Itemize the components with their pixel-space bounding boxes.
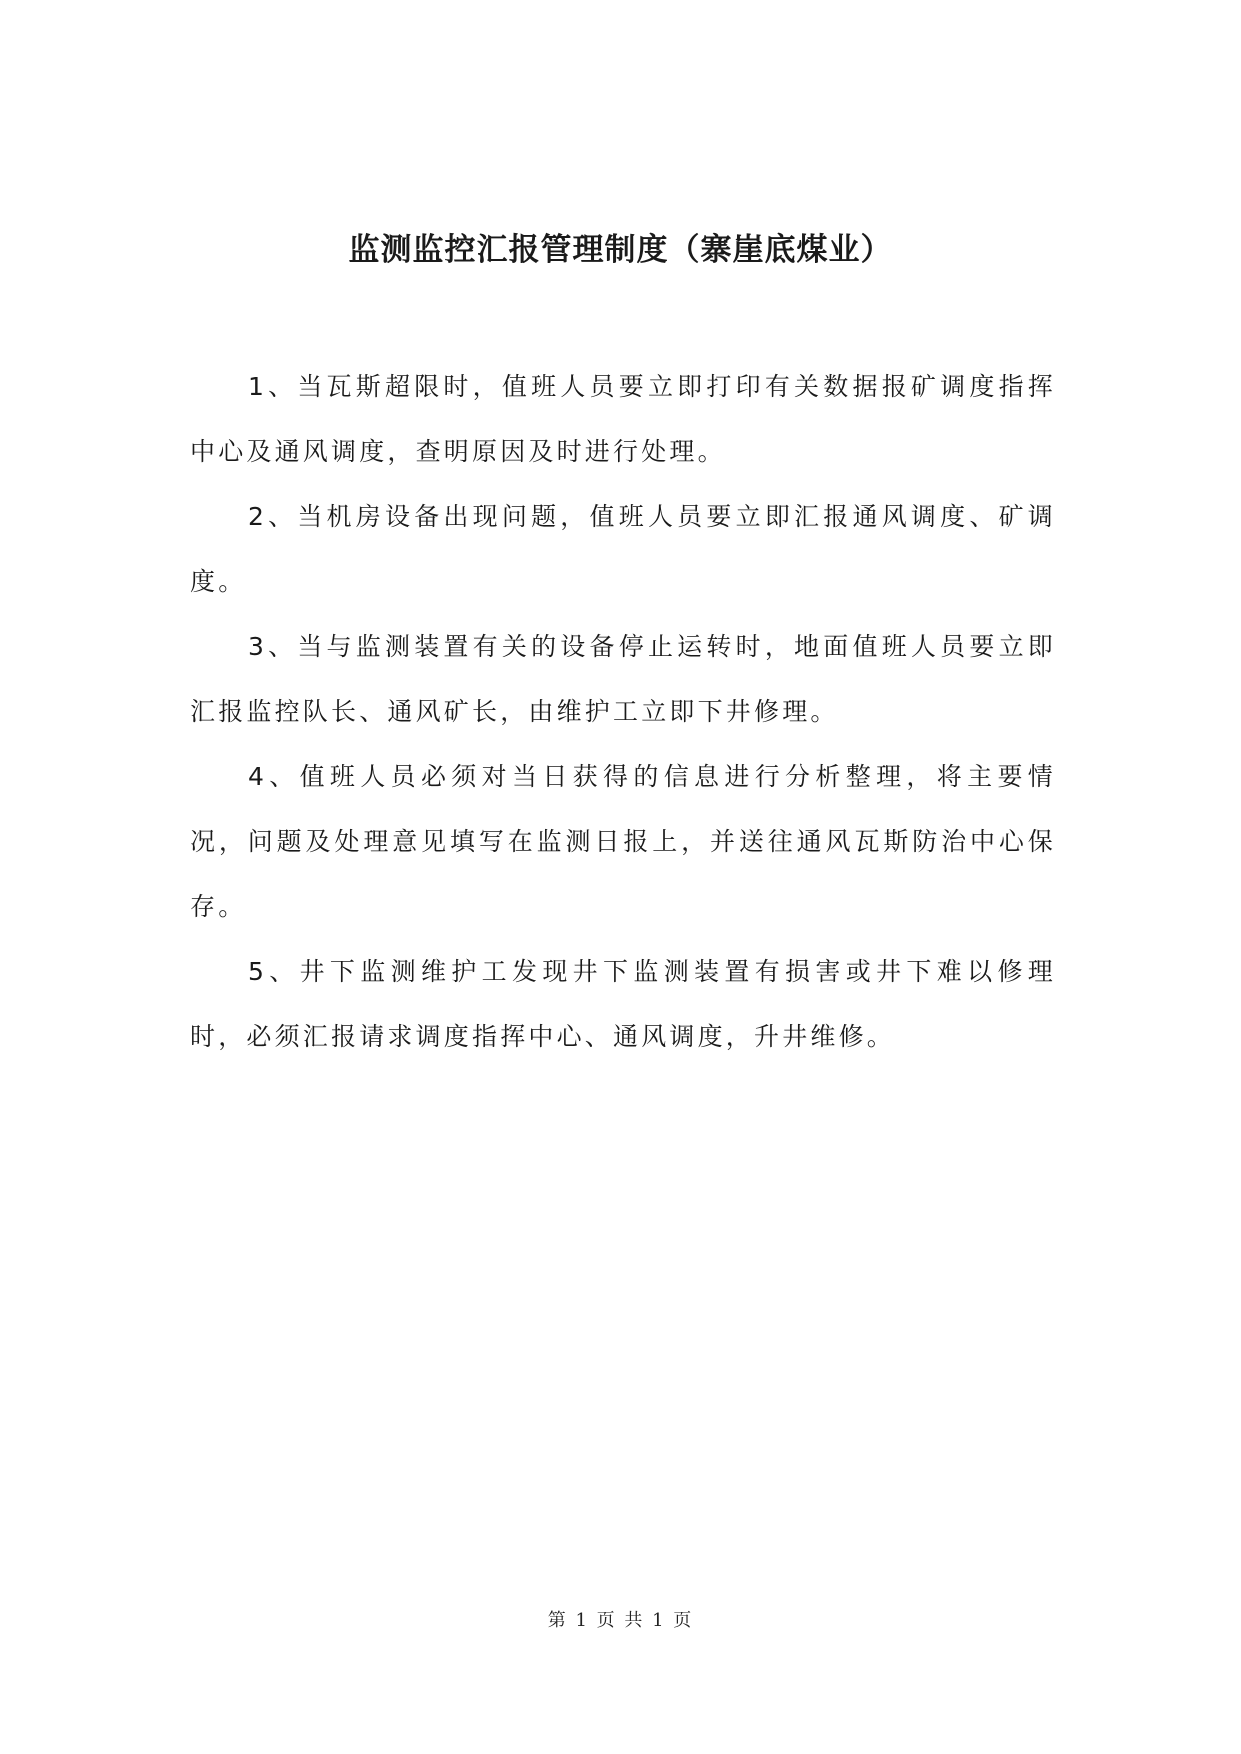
paragraph-2: 2、当机房设备出现问题，值班人员要立即汇报通风调度、矿调度。 <box>190 502 1056 596</box>
paragraph-3: 3、当与监测装置有关的设备停止运转时，地面值班人员要立即汇报监控队长、通风矿长，由维护工立即下井修理。 <box>190 632 1056 726</box>
document-body <box>190 354 1056 1069</box>
page-number-footer: 第 1 页 共 1 页 <box>547 1610 694 1631</box>
paragraph-4: 4、值班人员必须对当日获得的信息进行分析整理，将主要情况，问题及处理意见填写在监测日报上，并送往通风瓦斯防治中心保存。 <box>190 762 1056 921</box>
paragraph-5: 5、井下监测维护工发现井下监测装置有损害或井下难以修理时，必须汇报请求调度指挥中心、通风调度，升井维修。 <box>190 957 1056 1051</box>
document-title: 监测监控汇报管理制度（寨崖底煤业） <box>348 232 893 268</box>
paragraph-1: 1、当瓦斯超限时，值班人员要立即打印有关数据报矿调度指挥中心及通风调度，查明原因及时进行处理。 <box>190 372 1056 466</box>
